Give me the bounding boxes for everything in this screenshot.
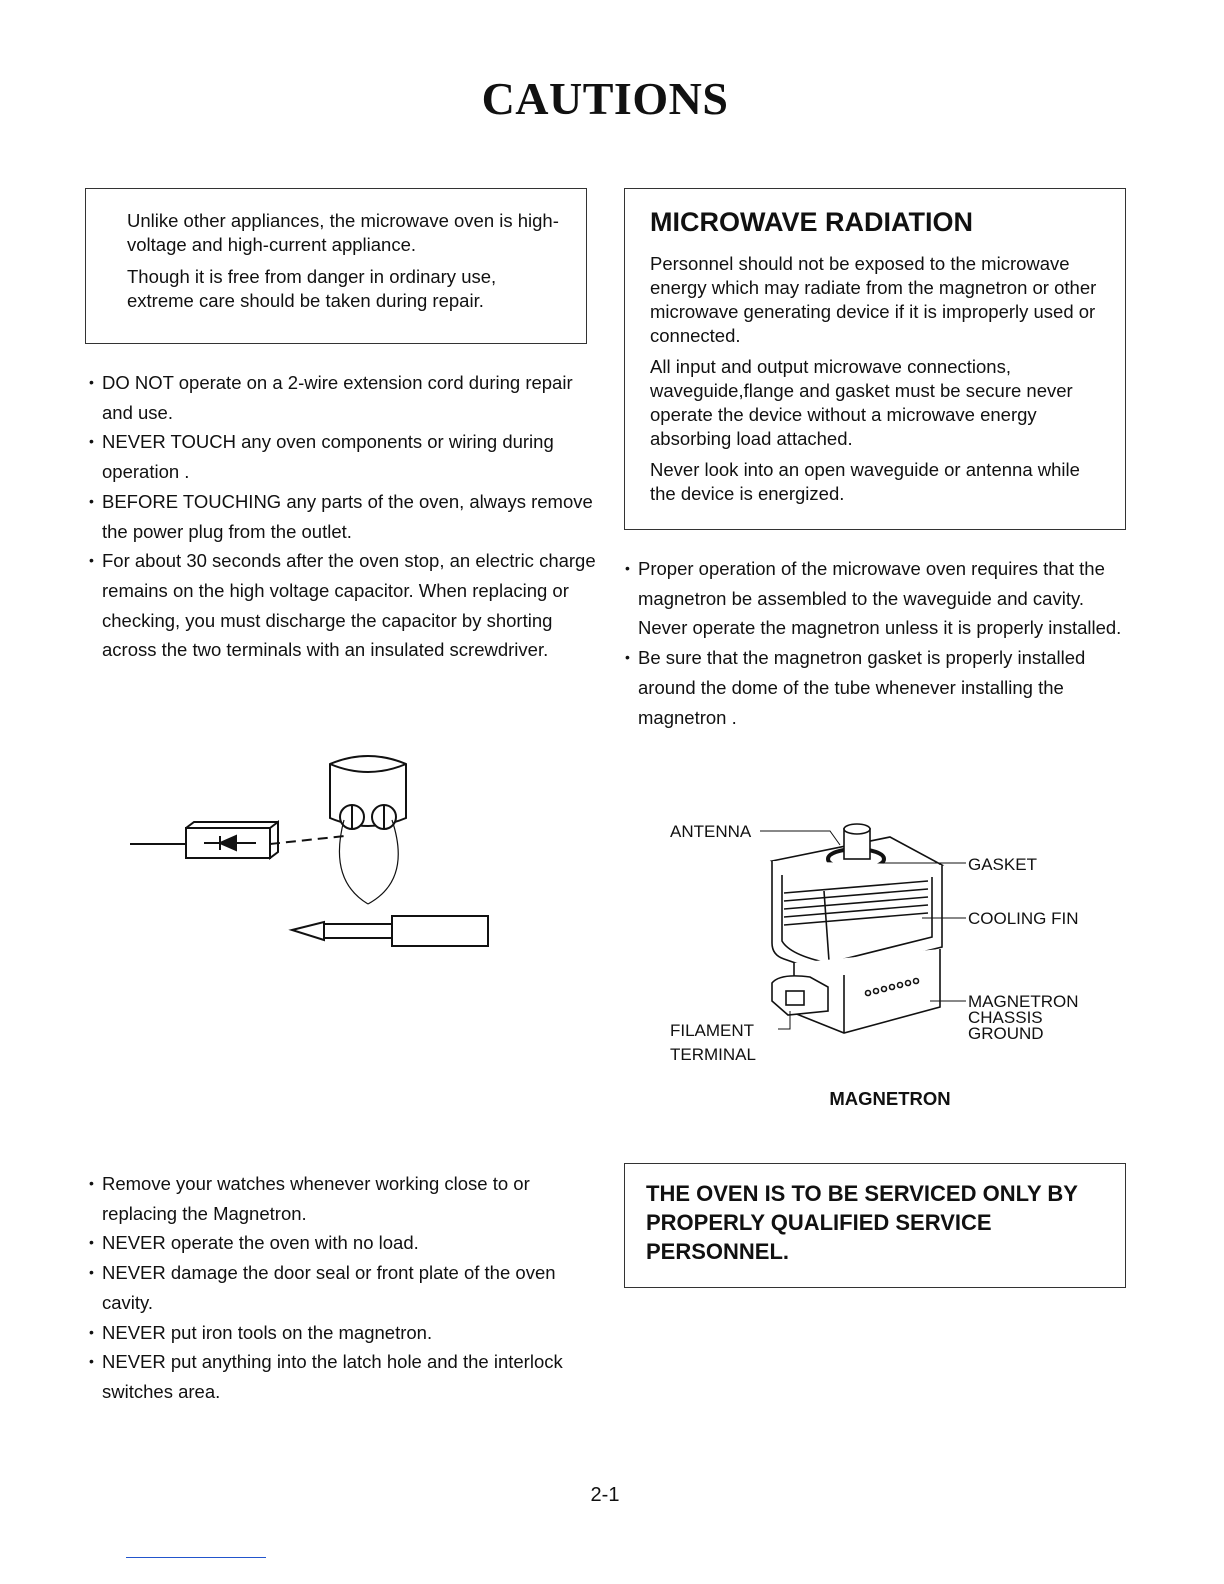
radiation-heading: MICROWAVE RADIATION	[650, 207, 973, 237]
list-item: • NEVER damage the door seal or front plate of the oven cavity.	[86, 1258, 596, 1317]
gasket-label: GASKET	[968, 855, 1037, 874]
intro-box	[85, 188, 587, 344]
list-item: • NEVER TOUCH any oven components or wiring during operation .	[86, 427, 596, 486]
list-item: • NEVER put iron tools on the magnetron.	[86, 1318, 596, 1348]
screwdriver-shaft	[324, 924, 392, 938]
list-item: • DO NOT operate on a 2-wire extension cord during repair and use.	[86, 368, 596, 427]
antenna-label: ANTENNA	[670, 822, 752, 841]
chassis-ground-label-1: MAGNETRON	[968, 992, 1079, 1011]
list-item: • NEVER operate the oven with no load.	[86, 1228, 596, 1258]
screwdriver-tip	[292, 922, 324, 940]
capacitor-discharge-illustration	[120, 740, 520, 970]
dashed-lead	[270, 836, 345, 844]
screwdriver-handle	[392, 916, 488, 946]
radiation-paragraph-2: All input and output microwave connections, waveguide,flange and gasket must be secure never operate the device without a microwave energy absorbing load attached.	[650, 356, 1073, 449]
bottom-caution-list	[86, 1169, 596, 1407]
chassis-ground-label-2: CHASSIS	[968, 1008, 1043, 1027]
radiation-paragraph-1: Personnel should not be exposed to the microwave energy which may radiate from the magnetron or other microwave generating device if it is improperly used or connected.	[650, 253, 1097, 346]
footer-link-underline[interactable]	[126, 1557, 266, 1558]
list-item: • Be sure that the magnetron gasket is properly installed around the dome of the tube whenever installing the magnetron .	[622, 643, 1132, 732]
page-number: 2-1	[590, 1484, 620, 1506]
list-item: • NEVER put anything into the latch hole and the interlock switches area.	[86, 1347, 596, 1406]
chassis-ground-label-3: GROUND	[968, 1024, 1044, 1043]
service-notice-text: THE OVEN IS TO BE SERVICED ONLY BY PROPERLY QUALIFIED SERVICE PERSONNEL.	[646, 1181, 1078, 1264]
list-item: • BEFORE TOUCHING any parts of the oven, always remove the power plug from the outlet.	[86, 487, 596, 546]
magnetron-caution-list	[622, 554, 1132, 732]
page-title: CAUTIONS	[481, 73, 729, 124]
antenna-leader	[760, 831, 840, 845]
filament-label-2: TERMINAL	[670, 1045, 756, 1064]
left-caution-list	[86, 368, 596, 665]
service-notice-box	[624, 1163, 1126, 1288]
filament-label-1: FILAMENT	[670, 1021, 755, 1040]
intro-line-2: Though it is free from danger in ordinary use, extreme care should be taken during repair.	[127, 266, 497, 311]
cooling-fin-label: COOLING FIN	[968, 909, 1079, 928]
magnetron-illustration	[660, 815, 1120, 1075]
magnetron-caption: MAGNETRON	[829, 1088, 951, 1109]
intro-line-1: Unlike other appliances, the microwave oven is high-voltage and high-current appliance.	[127, 210, 559, 255]
list-item: • Proper operation of the microwave oven requires that the magnetron be assembled to the waveguide and cavity. Never operate the magnetron unless it is properly installed.	[622, 554, 1132, 643]
radiation-paragraph-3: Never look into an open waveguide or antenna while the device is energized.	[650, 459, 1080, 504]
list-item: • Remove your watches whenever working close to or replacing the Magnetron.	[86, 1169, 596, 1228]
list-item: • For about 30 seconds after the oven stop, an electric charge remains on the high voltage capacitor. When replacing or checking, you must discharge the capacitor by shorting across the two terminals with an insulated screwdriver.	[86, 546, 596, 665]
microwave-radiation-box	[624, 188, 1126, 530]
